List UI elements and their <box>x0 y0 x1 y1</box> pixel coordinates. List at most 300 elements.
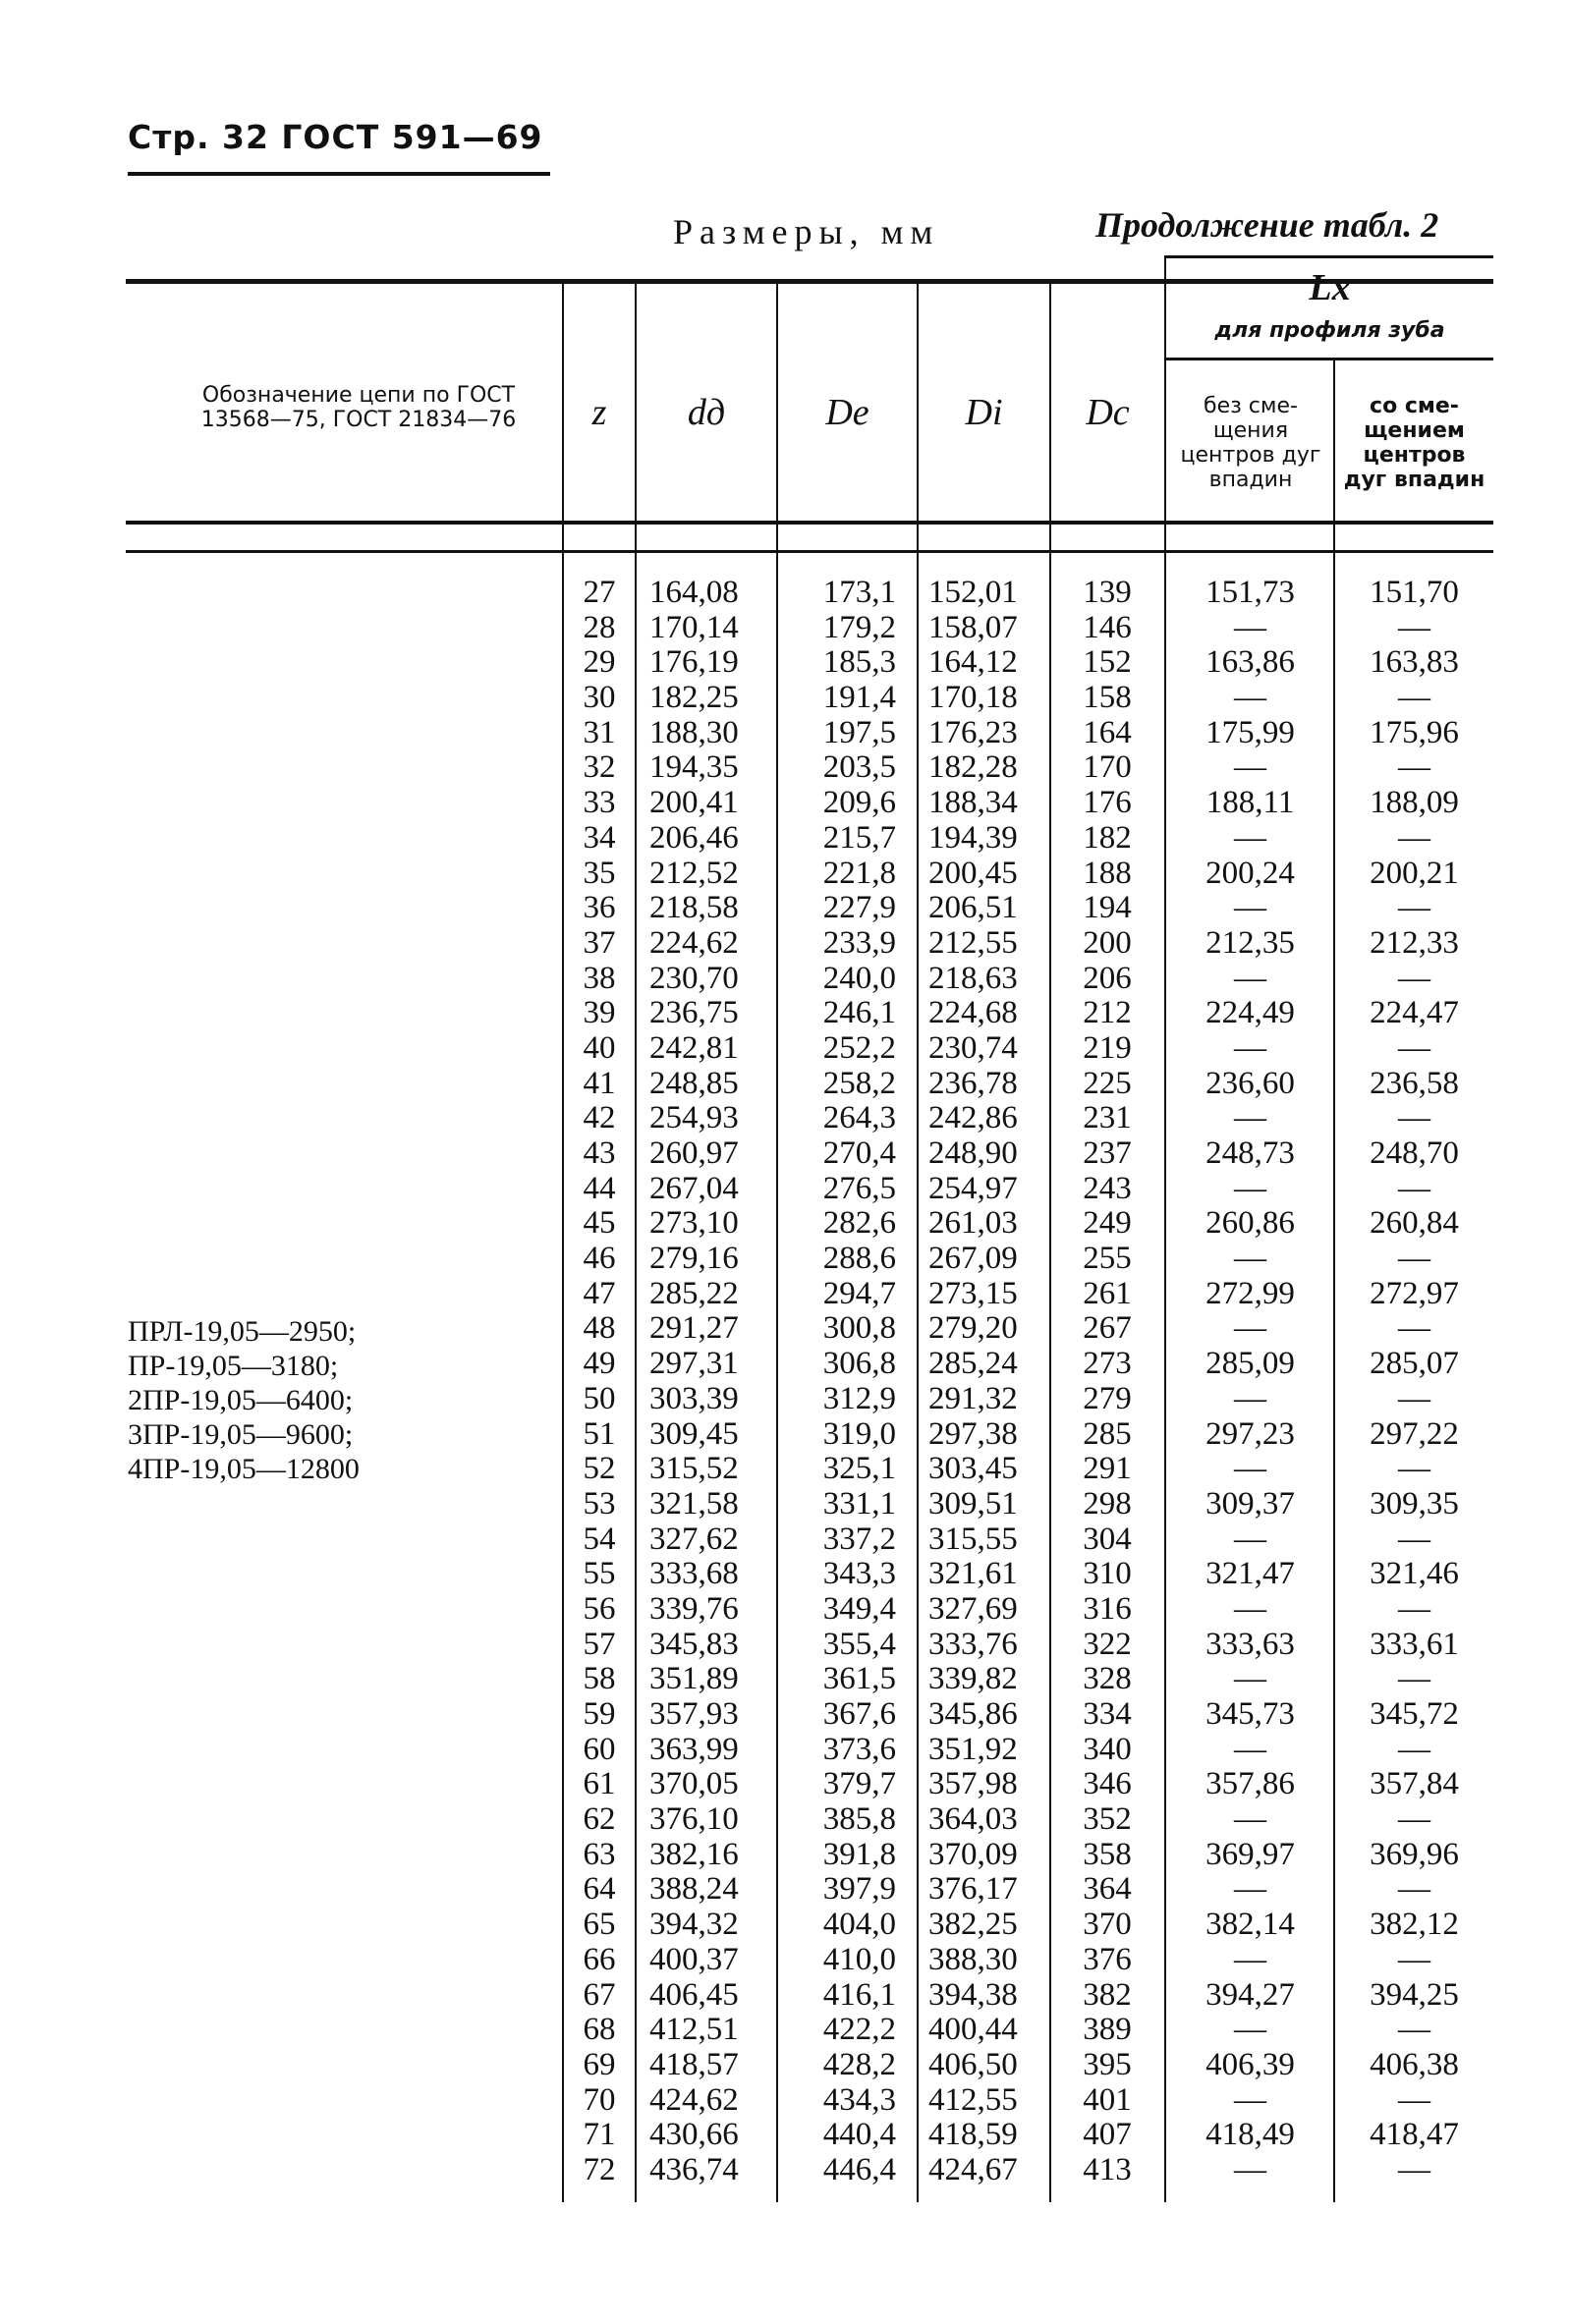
cell-z: 67 <box>583 1976 616 2013</box>
vline-1 <box>562 279 564 2202</box>
cell-de: 434,3 <box>822 2081 896 2118</box>
cell-lx-shift: — <box>1398 2012 1430 2048</box>
cell-di: 230,74 <box>928 1029 1018 1066</box>
cell-lx-shift: 188,09 <box>1370 785 1459 821</box>
cell-lx-no-shift: 224,49 <box>1205 995 1295 1031</box>
cell-de: 343,3 <box>822 1556 896 1592</box>
cell-lx-shift: 212,33 <box>1370 924 1459 961</box>
cell-dd: 363,99 <box>649 1731 739 1767</box>
cell-z: 38 <box>583 960 616 996</box>
cell-di: 418,59 <box>928 2117 1018 2153</box>
cell-di: 261,03 <box>928 1205 1018 1242</box>
cell-lx-no-shift: — <box>1234 1871 1266 1908</box>
cell-de: 312,9 <box>822 1380 896 1416</box>
header-underline <box>128 172 550 176</box>
cell-di: 333,76 <box>928 1626 1018 1662</box>
cell-z: 41 <box>583 1065 616 1101</box>
cell-di: 297,38 <box>928 1415 1018 1452</box>
cell-de: 367,6 <box>822 1696 896 1732</box>
cell-lx-no-shift: — <box>1234 960 1266 996</box>
cell-lx-shift: 248,70 <box>1370 1135 1459 1171</box>
vline-7 <box>1333 358 1335 2202</box>
cell-lx-no-shift: — <box>1234 1590 1266 1627</box>
cell-lx-shift: — <box>1398 960 1430 996</box>
cell-lx-shift: 175,96 <box>1370 714 1459 750</box>
cell-de: 270,4 <box>822 1135 896 1171</box>
cell-dd: 333,68 <box>649 1556 739 1592</box>
cell-lx-no-shift: — <box>1234 1451 1266 1487</box>
cell-dc: 267 <box>1083 1310 1132 1347</box>
cell-lx-no-shift: — <box>1234 1170 1266 1206</box>
cell-lx-shift: — <box>1398 1451 1430 1487</box>
cell-de: 294,7 <box>822 1275 896 1311</box>
cell-lx-no-shift: 321,47 <box>1205 1556 1295 1592</box>
cell-dd: 260,97 <box>649 1135 739 1171</box>
cell-lx-shift: 394,25 <box>1370 1976 1459 2013</box>
cell-lx-shift: 151,70 <box>1370 575 1459 610</box>
cell-lx-no-shift: 248,73 <box>1205 1135 1295 1171</box>
cell-dd: 351,89 <box>649 1661 739 1697</box>
cell-dd: 339,76 <box>649 1590 739 1627</box>
cell-de: 221,8 <box>822 855 896 891</box>
cell-lx-shift: — <box>1398 1871 1430 1908</box>
cell-dd: 194,35 <box>649 749 739 786</box>
cell-dc: 139 <box>1083 575 1132 610</box>
cell-dc: 316 <box>1083 1590 1132 1627</box>
cell-dd: 321,58 <box>649 1485 739 1522</box>
cell-de: 428,2 <box>822 2046 896 2082</box>
cell-dc: 237 <box>1083 1135 1132 1171</box>
cell-lx-shift: 382,12 <box>1370 1907 1459 1943</box>
cell-dd: 164,08 <box>649 575 739 610</box>
header-lx-shift: со сме-щением центров дуг впадин <box>1343 393 1485 492</box>
cell-z: 66 <box>583 1941 616 1977</box>
cell-dc: 376 <box>1083 1941 1132 1977</box>
chain-designation: 2ПР-19,05—6400; <box>128 1384 354 1416</box>
cell-lx-shift: 285,07 <box>1370 1346 1459 1382</box>
cell-dc: 346 <box>1083 1766 1132 1802</box>
cell-dd: 406,45 <box>649 1976 739 2013</box>
cell-dc: 364 <box>1083 1871 1132 1908</box>
cell-de: 264,3 <box>822 1100 896 1136</box>
cell-de: 203,5 <box>822 749 896 786</box>
cell-de: 355,4 <box>822 1626 896 1662</box>
cell-di: 285,24 <box>928 1346 1018 1382</box>
cell-de: 385,8 <box>822 1801 896 1838</box>
column-lx-shift <box>1338 576 1490 2188</box>
cell-lx-no-shift: — <box>1234 1731 1266 1767</box>
cell-de: 258,2 <box>822 1065 896 1101</box>
cell-di: 345,86 <box>928 1696 1018 1732</box>
header-di: Di <box>965 392 1003 433</box>
cell-z: 35 <box>583 855 616 891</box>
cell-dc: 249 <box>1083 1205 1132 1242</box>
chain-designation: ПРЛ-19,05—2950; <box>128 1315 357 1348</box>
cell-de: 337,2 <box>822 1521 896 1557</box>
cell-lx-shift: 200,21 <box>1370 855 1459 891</box>
cell-de: 276,5 <box>822 1170 896 1206</box>
cell-z: 37 <box>583 924 616 961</box>
rule-lx-mid <box>1164 358 1493 360</box>
cell-di: 176,23 <box>928 714 1018 750</box>
cell-lx-shift: — <box>1398 1170 1430 1206</box>
cell-z: 27 <box>583 575 616 610</box>
cell-dc: 322 <box>1083 1626 1132 1662</box>
cell-de: 410,0 <box>822 1941 896 1977</box>
cell-lx-no-shift: — <box>1234 819 1266 856</box>
cell-dc: 389 <box>1083 2012 1132 2048</box>
cell-lx-no-shift: 285,09 <box>1205 1346 1295 1382</box>
cell-di: 279,20 <box>928 1310 1018 1347</box>
cell-z: 60 <box>583 1731 616 1767</box>
cell-de: 331,1 <box>822 1485 896 1522</box>
cell-z: 46 <box>583 1241 616 1277</box>
column-de <box>781 576 904 2188</box>
cell-di: 315,55 <box>928 1521 1018 1557</box>
cell-de: 227,9 <box>822 890 896 926</box>
cell-di: 351,92 <box>928 1731 1018 1767</box>
cell-z: 47 <box>583 1275 616 1311</box>
cell-lx-no-shift: — <box>1234 749 1266 786</box>
cell-lx-no-shift: — <box>1234 1661 1266 1697</box>
cell-de: 252,2 <box>822 1029 896 1066</box>
cell-lx-shift: 309,35 <box>1370 1485 1459 1522</box>
cell-dd: 285,22 <box>649 1275 739 1311</box>
cell-dd: 436,74 <box>649 2151 739 2187</box>
rule-header-bottom-2 <box>126 550 1493 553</box>
cell-z: 31 <box>583 714 616 750</box>
cell-dd: 200,41 <box>649 785 739 821</box>
cell-lx-shift: 345,72 <box>1370 1696 1459 1732</box>
cell-dc: 340 <box>1083 1731 1132 1767</box>
cell-dd: 309,45 <box>649 1415 739 1452</box>
cell-z: 57 <box>583 1626 616 1662</box>
header-designation: Обозначение цепи по ГОСТ 13568—75, ГОСТ 21834—76 <box>200 383 517 432</box>
cell-di: 394,38 <box>928 1976 1018 2013</box>
cell-dc: 407 <box>1083 2117 1132 2153</box>
cell-lx-shift: 333,61 <box>1370 1626 1459 1662</box>
cell-dd: 279,16 <box>649 1241 739 1277</box>
cell-lx-shift: 163,83 <box>1370 644 1459 681</box>
cell-de: 373,6 <box>822 1731 896 1767</box>
cell-dd: 370,05 <box>649 1766 739 1802</box>
cell-dc: 231 <box>1083 1100 1132 1136</box>
cell-dd: 315,52 <box>649 1451 739 1487</box>
cell-lx-no-shift: 333,63 <box>1205 1626 1295 1662</box>
cell-de: 282,6 <box>822 1205 896 1242</box>
chain-designation: 3ПР-19,05—9600; <box>128 1418 354 1451</box>
cell-dd: 291,27 <box>649 1310 739 1347</box>
cell-dd: 424,62 <box>649 2081 739 2118</box>
cell-lx-no-shift: — <box>1234 1100 1266 1136</box>
cell-dc: 182 <box>1083 819 1132 856</box>
cell-lx-shift: — <box>1398 1801 1430 1838</box>
column-lx-no-shift <box>1169 576 1331 2188</box>
cell-di: 164,12 <box>928 644 1018 681</box>
cell-lx-no-shift: — <box>1234 680 1266 716</box>
cell-lx-no-shift: 418,49 <box>1205 2117 1295 2153</box>
cell-lx-shift: — <box>1398 1310 1430 1347</box>
cell-di: 357,98 <box>928 1766 1018 1802</box>
cell-di: 291,32 <box>928 1380 1018 1416</box>
column-dc <box>1053 576 1161 2188</box>
cell-z: 34 <box>583 819 616 856</box>
cell-lx-no-shift: 406,39 <box>1205 2046 1295 2082</box>
column-di <box>919 576 1046 2188</box>
column-z <box>570 576 629 2188</box>
cell-dd: 224,62 <box>649 924 739 961</box>
cell-de: 209,6 <box>822 785 896 821</box>
cell-z: 39 <box>583 995 616 1031</box>
cell-de: 361,5 <box>822 1661 896 1697</box>
header-lx-subtitle: для профиля зуба <box>1214 317 1445 343</box>
cell-z: 44 <box>583 1170 616 1206</box>
header-de: Dе <box>825 392 869 433</box>
cell-di: 388,30 <box>928 1941 1018 1977</box>
cell-lx-no-shift: 151,73 <box>1205 575 1295 610</box>
cell-z: 62 <box>583 1801 616 1838</box>
cell-lx-no-shift: — <box>1234 609 1266 645</box>
cell-lx-shift: — <box>1398 2081 1430 2118</box>
cell-dd: 218,58 <box>649 890 739 926</box>
cell-lx-no-shift: — <box>1234 1801 1266 1838</box>
cell-dd: 418,57 <box>649 2046 739 2082</box>
header-dd: dд <box>687 392 726 433</box>
cell-dc: 255 <box>1083 1241 1132 1277</box>
cell-lx-no-shift: — <box>1234 1941 1266 1977</box>
cell-dd: 412,51 <box>649 2012 739 2048</box>
cell-dd: 176,19 <box>649 644 739 681</box>
cell-z: 53 <box>583 1485 616 1522</box>
chain-designation: ПР-19,05—3180; <box>128 1350 339 1382</box>
cell-lx-no-shift: 272,99 <box>1205 1275 1295 1311</box>
cell-lx-shift: 406,38 <box>1370 2046 1459 2082</box>
header-lx-no-shift: без сме-щения центров дуг впадин <box>1180 393 1321 492</box>
cell-de: 446,4 <box>822 2151 896 2187</box>
cell-de: 173,1 <box>822 575 896 610</box>
cell-lx-no-shift: 357,86 <box>1205 1766 1295 1802</box>
cell-de: 349,4 <box>822 1590 896 1627</box>
cell-z: 69 <box>583 2046 616 2082</box>
cell-z: 43 <box>583 1135 616 1171</box>
cell-dd: 430,66 <box>649 2117 739 2153</box>
cell-di: 218,63 <box>928 960 1018 996</box>
cell-de: 422,2 <box>822 2012 896 2048</box>
page-reference: Стр. 32 ГОСТ 591—69 <box>128 118 543 156</box>
cell-di: 327,69 <box>928 1590 1018 1627</box>
cell-lx-shift: 357,84 <box>1370 1766 1459 1802</box>
cell-lx-shift: — <box>1398 1100 1430 1136</box>
cell-lx-shift: — <box>1398 2151 1430 2187</box>
cell-lx-no-shift: 200,24 <box>1205 855 1295 891</box>
cell-z: 61 <box>583 1766 616 1802</box>
cell-dd: 327,62 <box>649 1521 739 1557</box>
cell-dd: 242,81 <box>649 1029 739 1066</box>
cell-lx-no-shift: 212,35 <box>1205 924 1295 961</box>
cell-di: 303,45 <box>928 1451 1018 1487</box>
cell-dd: 303,39 <box>649 1380 739 1416</box>
cell-dc: 146 <box>1083 609 1132 645</box>
cell-lx-no-shift: 175,99 <box>1205 714 1295 750</box>
header-dc: Dс <box>1086 392 1130 433</box>
cell-dd: 297,31 <box>649 1346 739 1382</box>
chain-designation: 4ПР-19,05—12800 <box>128 1453 360 1485</box>
cell-dc: 152 <box>1083 644 1132 681</box>
cell-lx-no-shift: 297,23 <box>1205 1415 1295 1452</box>
cell-lx-shift: — <box>1398 1661 1430 1697</box>
cell-dc: 304 <box>1083 1521 1132 1557</box>
cell-lx-no-shift: — <box>1234 1310 1266 1347</box>
cell-di: 212,55 <box>928 924 1018 961</box>
header-lx: Lx <box>1309 267 1351 308</box>
cell-dc: 219 <box>1083 1029 1132 1066</box>
cell-z: 40 <box>583 1029 616 1066</box>
cell-lx-no-shift: 309,37 <box>1205 1485 1295 1522</box>
cell-di: 194,39 <box>928 819 1018 856</box>
cell-di: 152,01 <box>928 575 1018 610</box>
cell-lx-shift: — <box>1398 1521 1430 1557</box>
cell-dc: 176 <box>1083 785 1132 821</box>
table-continuation-note: Продолжение табл. 2 <box>1095 205 1439 245</box>
cell-z: 45 <box>583 1205 616 1242</box>
cell-di: 188,34 <box>928 785 1018 821</box>
cell-lx-shift: — <box>1398 749 1430 786</box>
cell-di: 382,25 <box>928 1907 1018 1943</box>
cell-z: 70 <box>583 2081 616 2118</box>
vline-6 <box>1164 257 1166 2202</box>
cell-de: 440,4 <box>822 2117 896 2153</box>
cell-dd: 230,70 <box>649 960 739 996</box>
cell-dc: 334 <box>1083 1696 1132 1732</box>
cell-dc: 310 <box>1083 1556 1132 1592</box>
cell-di: 182,28 <box>928 749 1018 786</box>
cell-lx-shift: — <box>1398 1029 1430 1066</box>
cell-z: 48 <box>583 1310 616 1347</box>
cell-de: 185,3 <box>822 644 896 681</box>
cell-de: 319,0 <box>822 1415 896 1452</box>
cell-dc: 382 <box>1083 1976 1132 2013</box>
cell-lx-shift: 321,46 <box>1370 1556 1459 1592</box>
cell-de: 379,7 <box>822 1766 896 1802</box>
cell-di: 248,90 <box>928 1135 1018 1171</box>
cell-di: 206,51 <box>928 890 1018 926</box>
cell-lx-no-shift: 369,97 <box>1205 1836 1295 1872</box>
vline-5 <box>1049 279 1051 2202</box>
cell-lx-shift: — <box>1398 1941 1430 1977</box>
cell-de: 397,9 <box>822 1871 896 1908</box>
cell-lx-shift: — <box>1398 1731 1430 1767</box>
cell-di: 273,15 <box>928 1275 1018 1311</box>
cell-lx-shift: 260,84 <box>1370 1205 1459 1242</box>
cell-dd: 206,46 <box>649 819 739 856</box>
cell-lx-no-shift: — <box>1234 2151 1266 2187</box>
cell-de: 391,8 <box>822 1836 896 1872</box>
cell-dc: 164 <box>1083 714 1132 750</box>
cell-z: 49 <box>583 1346 616 1382</box>
cell-z: 64 <box>583 1871 616 1908</box>
cell-z: 59 <box>583 1696 616 1732</box>
cell-di: 254,97 <box>928 1170 1018 1206</box>
cell-z: 30 <box>583 680 616 716</box>
cell-z: 28 <box>583 609 616 645</box>
cell-dd: 170,14 <box>649 609 739 645</box>
cell-de: 240,0 <box>822 960 896 996</box>
cell-dd: 357,93 <box>649 1696 739 1732</box>
cell-z: 68 <box>583 2012 616 2048</box>
cell-dc: 298 <box>1083 1485 1132 1522</box>
cell-z: 54 <box>583 1521 616 1557</box>
cell-lx-shift: — <box>1398 1590 1430 1627</box>
cell-lx-no-shift: — <box>1234 1521 1266 1557</box>
cell-lx-no-shift: — <box>1234 2012 1266 2048</box>
cell-de: 404,0 <box>822 1907 896 1943</box>
cell-dc: 194 <box>1083 890 1132 926</box>
cell-di: 406,50 <box>928 2046 1018 2082</box>
cell-dd: 182,25 <box>649 680 739 716</box>
cell-de: 197,5 <box>822 714 896 750</box>
cell-z: 72 <box>583 2151 616 2187</box>
cell-dd: 345,83 <box>649 1626 739 1662</box>
cell-z: 51 <box>583 1415 616 1452</box>
cell-lx-shift: 272,97 <box>1370 1275 1459 1311</box>
cell-di: 224,68 <box>928 995 1018 1031</box>
cell-lx-shift: 224,47 <box>1370 995 1459 1031</box>
cell-di: 242,86 <box>928 1100 1018 1136</box>
cell-di: 424,67 <box>928 2151 1018 2187</box>
cell-z: 55 <box>583 1556 616 1592</box>
cell-de: 191,4 <box>822 680 896 716</box>
cell-di: 412,55 <box>928 2081 1018 2118</box>
cell-lx-shift: 418,47 <box>1370 2117 1459 2153</box>
cell-de: 300,8 <box>822 1310 896 1347</box>
cell-z: 29 <box>583 644 616 681</box>
cell-lx-shift: 297,22 <box>1370 1415 1459 1452</box>
cell-de: 246,1 <box>822 995 896 1031</box>
cell-dd: 212,52 <box>649 855 739 891</box>
header-z: z <box>591 392 607 433</box>
cell-z: 32 <box>583 749 616 786</box>
cell-de: 288,6 <box>822 1241 896 1277</box>
cell-lx-shift: — <box>1398 1380 1430 1416</box>
cell-lx-no-shift: 382,14 <box>1205 1907 1295 1943</box>
cell-di: 267,09 <box>928 1241 1018 1277</box>
cell-de: 215,7 <box>822 819 896 856</box>
cell-dc: 212 <box>1083 995 1132 1031</box>
cell-z: 52 <box>583 1451 616 1487</box>
cell-dd: 382,16 <box>649 1836 739 1872</box>
cell-lx-shift: 236,58 <box>1370 1065 1459 1101</box>
cell-lx-no-shift: 163,86 <box>1205 644 1295 681</box>
cell-lx-no-shift: 260,86 <box>1205 1205 1295 1242</box>
cell-z: 42 <box>583 1100 616 1136</box>
cell-dc: 243 <box>1083 1170 1132 1206</box>
cell-dc: 158 <box>1083 680 1132 716</box>
cell-dc: 401 <box>1083 2081 1132 2118</box>
cell-dc: 206 <box>1083 960 1132 996</box>
cell-dd: 236,75 <box>649 995 739 1031</box>
cell-dc: 328 <box>1083 1661 1132 1697</box>
cell-dc: 352 <box>1083 1801 1132 1838</box>
cell-lx-no-shift: 236,60 <box>1205 1065 1295 1101</box>
cell-di: 321,61 <box>928 1556 1018 1592</box>
cell-lx-no-shift: — <box>1234 2081 1266 2118</box>
cell-dd: 388,24 <box>649 1871 739 1908</box>
cell-z: 63 <box>583 1836 616 1872</box>
cell-dc: 370 <box>1083 1907 1132 1943</box>
cell-di: 170,18 <box>928 680 1018 716</box>
cell-de: 306,8 <box>822 1346 896 1382</box>
cell-dd: 248,85 <box>649 1065 739 1101</box>
